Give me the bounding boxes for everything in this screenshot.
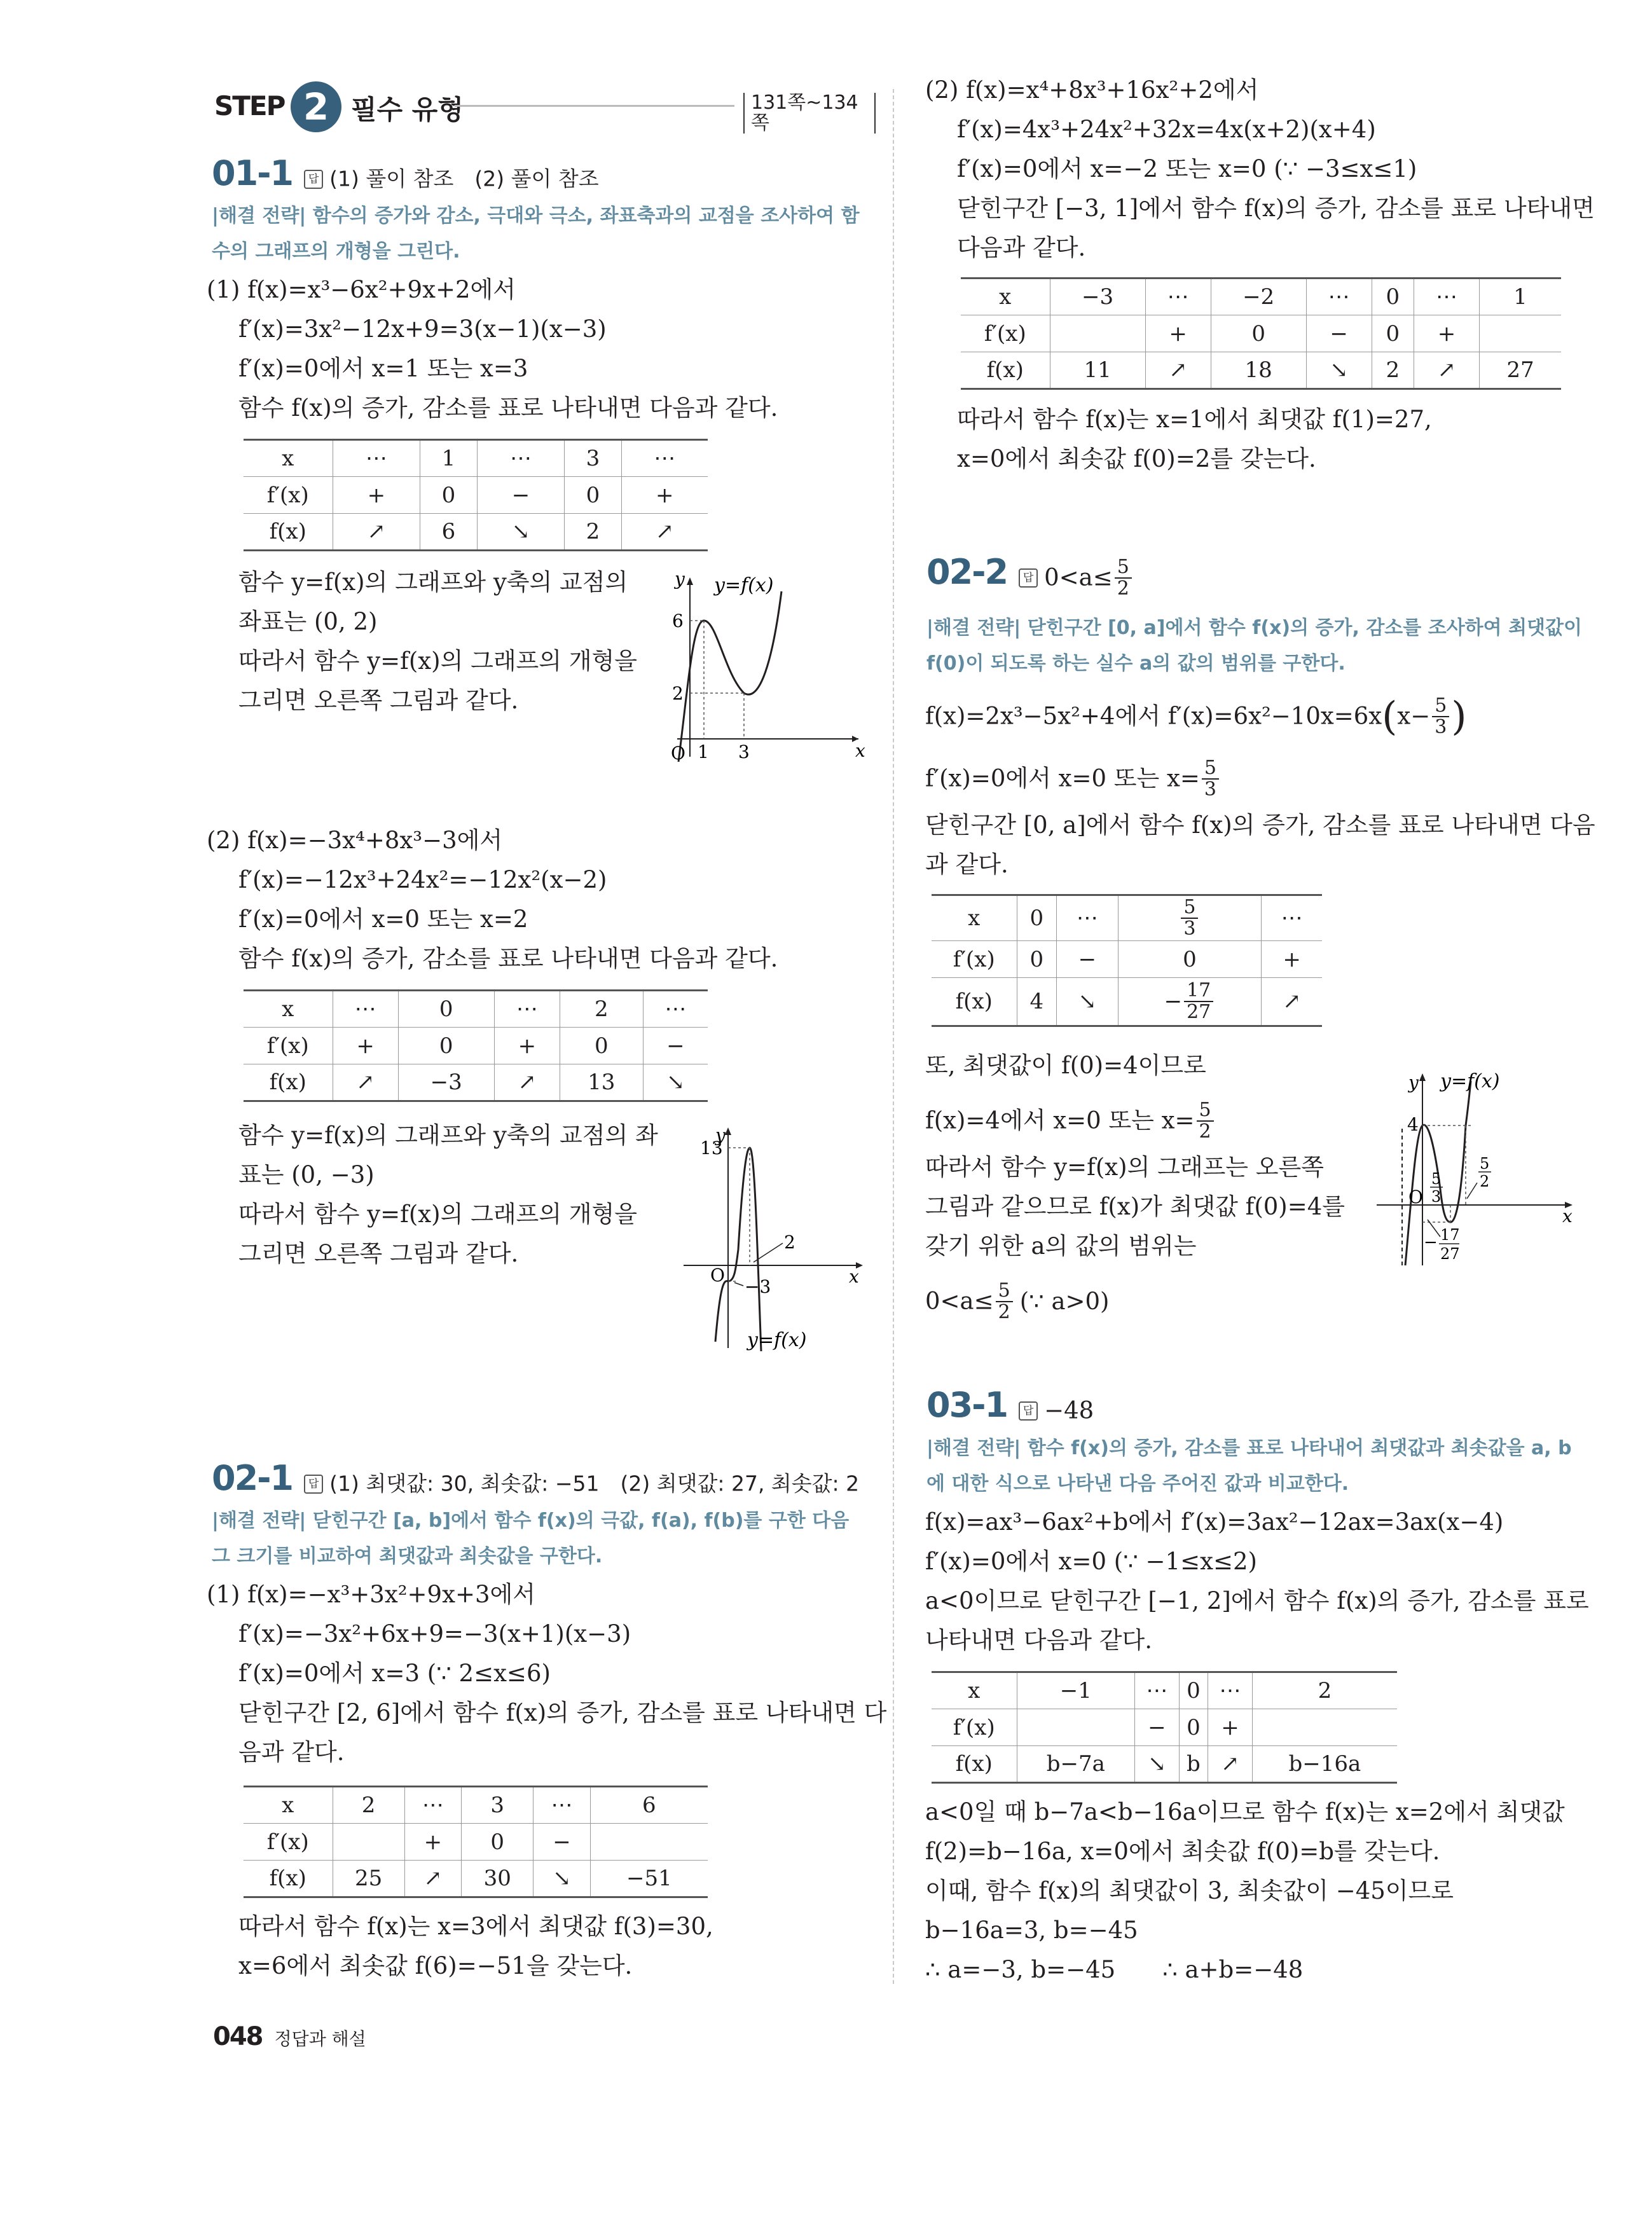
cell: ⋯: [621, 440, 708, 477]
tick-label: 6: [672, 610, 684, 631]
cell: ↗: [333, 514, 420, 551]
cell: −: [1135, 1709, 1180, 1746]
tick-label: 1: [698, 741, 709, 762]
cell: ↘: [1057, 978, 1119, 1026]
origin-label: O: [710, 1265, 725, 1286]
cell: 0: [420, 477, 477, 514]
paren: ): [1451, 692, 1467, 740]
footer: [213, 2022, 467, 2054]
cell: [1479, 315, 1561, 352]
cell: ⋯: [1414, 279, 1480, 315]
answer-icon: 답: [1019, 568, 1038, 588]
solution-line: 함수 y=f(x)의 그래프와 y축의 교점의 좌: [238, 1122, 658, 1149]
tick-label: 17: [1440, 1226, 1460, 1244]
solution-line: [925, 1095, 1216, 1145]
answer-text: (1) 최댓값: 30, 최솟값: −51 (2) 최댓값: 27, 최솟값: 2: [329, 1471, 860, 1496]
cell: x: [961, 279, 1050, 315]
solution-line: 그리면 오른쪽 그림과 같다.: [238, 687, 519, 714]
expr: f(x)=2x³−5x²+4에서 f′(x)=6x²−10x=6x: [925, 702, 1382, 730]
cell: 0: [398, 1028, 494, 1064]
cell: ⋯: [477, 440, 565, 477]
axis-label: y: [675, 568, 685, 589]
solution-line: a<0일 때 b−7a<b−16a이므로 함수 f(x)는 x=2에서 최댓값: [925, 1798, 1565, 1826]
step-word: STEP: [214, 90, 285, 121]
cell: f′(x): [244, 477, 333, 514]
cell: +: [333, 1028, 398, 1064]
denominator: 3: [1183, 918, 1196, 940]
cell: 0: [1017, 895, 1057, 941]
solution-line: 표는 (0, −3): [238, 1161, 375, 1188]
cell: 2: [1252, 1672, 1397, 1709]
cell: [1118, 978, 1262, 1026]
problem-02-1-head: [212, 1456, 859, 1506]
cell: ⋯: [404, 1787, 461, 1824]
sign-table: [244, 989, 708, 1102]
graph-02-2: [1377, 1056, 1580, 1278]
cell: 4: [1017, 978, 1057, 1026]
answer-icon: 답: [304, 170, 323, 189]
cell: +: [1208, 1709, 1253, 1746]
problem-01-1-head: [212, 151, 599, 202]
solution-line: 따라서 함수 f(x)는 x=1에서 최댓값 f(1)=27,: [957, 406, 1432, 433]
answer-icon: 답: [304, 1475, 323, 1494]
solution-line: (1) f(x)=−x³+3x²+9x+3에서: [207, 1581, 535, 1608]
fraction: [1202, 758, 1219, 800]
numerator: 5: [1202, 758, 1219, 780]
denominator: 3: [1435, 715, 1447, 738]
cell: −3: [1050, 279, 1145, 315]
cell: b−16a: [1252, 1746, 1397, 1783]
cell: [1050, 315, 1145, 352]
step-title: 필수 유형: [351, 94, 464, 125]
cell: x: [244, 440, 333, 477]
step-header: [214, 76, 876, 140]
cell: x: [244, 991, 333, 1028]
cell: 0: [1118, 941, 1262, 978]
cell: ↘: [643, 1064, 708, 1101]
problem-label: 01-1: [212, 153, 293, 193]
answer-text: 0<a≤: [1044, 563, 1113, 591]
cell: ⋯: [1306, 279, 1372, 315]
graph-01-1-2: [677, 1122, 868, 1358]
solution-line: 좌표는 (0, 2): [238, 608, 378, 635]
solution-line: f′(x)=−3x²+6x+9=−3(x+1)(x−3): [238, 1620, 631, 1648]
solution-line: f′(x)=0에서 x=0 또는 x=2: [238, 905, 528, 933]
cell: 0: [1372, 279, 1414, 315]
cell: x: [932, 895, 1017, 941]
solution-line: 이때, 함수 f(x)의 최댓값이 3, 최솟값이 −45이므로: [925, 1877, 1454, 1904]
cell: ↗: [1414, 352, 1480, 389]
solution-line: (2) f(x)=−3x⁴+8x³−3에서: [207, 827, 503, 854]
solution-line: [925, 1276, 1109, 1326]
denominator: 27: [1187, 1001, 1211, 1023]
solution-line: f′(x)=3x²−12x+9=3(x−1)(x−3): [238, 315, 607, 343]
cell: 2: [333, 1787, 404, 1824]
numerator: 5: [1181, 897, 1198, 919]
problem-02-2-head: [926, 548, 1134, 602]
tick-label: −3: [745, 1276, 771, 1297]
solution-line: 따라서 함수 y=f(x)의 그래프의 개형을: [238, 1201, 638, 1228]
cell: −: [533, 1824, 590, 1861]
cell: −: [1057, 941, 1119, 978]
problem-label: 02-2: [926, 552, 1008, 592]
numerator: 5: [996, 1281, 1013, 1302]
denominator: 2: [998, 1300, 1010, 1323]
solution-line: 나타내면 다음과 같다.: [925, 1627, 1152, 1654]
solution-line: [925, 691, 1467, 741]
problem-label: 03-1: [926, 1385, 1008, 1425]
cell: f(x): [961, 352, 1050, 389]
solution-line: x=6에서 최솟값 f(6)=−51을 갖는다.: [238, 1952, 633, 1979]
strategy-text: |해결 전략| 함수 f(x)의 증가, 감소를 표로 나타내어 최댓값과 최솟값을 a, b에 대한 식으로 나타낸 다음 주어진 값과 비교한다.: [926, 1437, 1572, 1495]
origin-label: O: [671, 743, 685, 763]
problem-label: 02-1: [212, 1458, 293, 1498]
solution-line: f′(x)=0에서 x=0 (∵ −1≤x≤2): [925, 1548, 1257, 1575]
solution-line: 따라서 함수 y=f(x)의 그래프는 오른쪽: [925, 1153, 1325, 1181]
answer-text: −48: [1044, 1396, 1094, 1424]
minus: −: [1164, 989, 1183, 1014]
solution-line: f′(x)=4x³+24x²+32x=4x(x+2)(x+4): [957, 116, 1376, 143]
cell: +: [404, 1824, 461, 1861]
cell: +: [333, 477, 420, 514]
curve-label: y=f(x): [714, 574, 774, 596]
step-number: 2: [303, 85, 329, 128]
cell: −3: [398, 1064, 494, 1101]
cell: 0: [560, 1028, 643, 1064]
expr: f′(x)=0에서 x=0 또는 x=: [925, 764, 1200, 792]
paren: (: [1382, 692, 1398, 740]
cell: x: [244, 1787, 333, 1824]
axis-label: y: [1408, 1072, 1419, 1093]
tick-label: 2: [1480, 1173, 1490, 1190]
tick-label: 2: [784, 1232, 795, 1253]
fraction: [1115, 557, 1132, 599]
cell: ↗: [333, 1064, 398, 1101]
cell: b−7a: [1017, 1746, 1135, 1783]
cell: ↗: [1262, 978, 1322, 1026]
cell: 3: [462, 1787, 533, 1824]
tick-label: 3: [1431, 1188, 1442, 1206]
solution-line: 갖기 위한 a의 값의 범위는: [925, 1232, 1197, 1260]
cell: 1: [1479, 279, 1561, 315]
cell: ↗: [621, 514, 708, 551]
cell: f(x): [932, 1746, 1017, 1783]
denominator: 3: [1204, 778, 1216, 801]
solution-line: 음과 같다.: [238, 1738, 345, 1766]
cell: b: [1179, 1746, 1208, 1783]
tick-label: 4: [1407, 1114, 1419, 1135]
cell: 1: [420, 440, 477, 477]
numerator: 17: [1184, 981, 1213, 1002]
solution-line: 과 같다.: [925, 851, 1008, 878]
solution-line: 함수 f(x)의 증가, 감소를 표로 나타내면 다음과 같다.: [238, 945, 778, 972]
cell: −1: [1017, 1672, 1135, 1709]
cell: 30: [462, 1861, 533, 1897]
solution-line: f′(x)=0에서 x=−2 또는 x=0 (∵ −3≤x≤1): [957, 155, 1417, 182]
cell: 0: [1372, 315, 1414, 352]
cell: 6: [590, 1787, 708, 1824]
answer-icon: 답: [1019, 1401, 1038, 1421]
cell: ↗: [404, 1861, 461, 1897]
cell: ⋯: [1208, 1672, 1253, 1709]
cell: ⋯: [1135, 1672, 1180, 1709]
cell: [333, 1824, 404, 1861]
cell: 0: [565, 477, 621, 514]
solution-line: 따라서 함수 y=f(x)의 그래프의 개형을: [238, 647, 638, 675]
fraction: [1181, 897, 1198, 939]
axis-label: x: [1562, 1206, 1573, 1227]
fraction: [1432, 696, 1449, 738]
sign-table: [932, 894, 1322, 1027]
denominator: 2: [1117, 577, 1129, 600]
cell: f′(x): [932, 1709, 1017, 1746]
solution-line: 따라서 함수 f(x)는 x=3에서 최댓값 f(3)=30,: [238, 1913, 713, 1940]
denominator: 2: [1199, 1120, 1211, 1143]
cell: 2: [565, 514, 621, 551]
solution-line: x=0에서 최솟값 f(0)=2를 갖는다.: [957, 445, 1316, 472]
cell: ⋯: [533, 1787, 590, 1824]
solution-line: 그리면 오른쪽 그림과 같다.: [238, 1240, 519, 1267]
cell: 0: [1179, 1672, 1208, 1709]
solution-line: 다음과 같다.: [957, 234, 1086, 261]
cell: 2: [560, 991, 643, 1028]
cell: [1252, 1709, 1397, 1746]
cell: ⋯: [1262, 895, 1322, 941]
cell: f(x): [244, 1861, 333, 1897]
cell: 0: [1179, 1709, 1208, 1746]
solution-line: b−16a=3, b=−45: [925, 1917, 1138, 1944]
cell: ↗: [494, 1064, 560, 1101]
axis-label: x: [855, 740, 865, 761]
cell: 0: [398, 991, 494, 1028]
numerator: 5: [1115, 557, 1132, 579]
expr: (∵ a>0): [1019, 1287, 1110, 1315]
cell: ⋯: [333, 440, 420, 477]
fraction: [996, 1281, 1013, 1323]
cell: 13: [560, 1064, 643, 1101]
tick-label: 5: [1480, 1155, 1490, 1173]
solution-line: (2) f(x)=x⁴+8x³+16x²+2에서: [925, 76, 1259, 104]
cell: −: [643, 1028, 708, 1064]
header-rule: [455, 105, 734, 107]
cell: +: [1262, 941, 1322, 978]
solution-line: 닫힌구간 [2, 6]에서 함수 f(x)의 증가, 감소를 표로 나타내면 다: [238, 1699, 887, 1726]
cell: −2: [1211, 279, 1306, 315]
cell: ↗: [1145, 352, 1211, 389]
cell: +: [621, 477, 708, 514]
column-divider: [893, 89, 894, 1984]
cell: ↘: [533, 1861, 590, 1897]
cell: ⋯: [1145, 279, 1211, 315]
cell: −: [477, 477, 565, 514]
cell: 2: [1372, 352, 1414, 389]
cell: f′(x): [961, 315, 1050, 352]
cell: 0: [1211, 315, 1306, 352]
axis-label: y: [715, 1125, 726, 1146]
page-number: 048: [213, 2022, 263, 2051]
tick-label: 13: [700, 1138, 723, 1159]
solution-line: [925, 753, 1221, 803]
cell: ⋯: [643, 991, 708, 1028]
graph-01-1-1: [664, 566, 868, 763]
cell: 3: [565, 440, 621, 477]
tick-label: 3: [738, 741, 750, 762]
axis-label: x: [849, 1266, 859, 1287]
solution-line: 함수 f(x)의 증가, 감소를 표로 나타내면 다음과 같다.: [238, 394, 778, 422]
solution-line: f(2)=b−16a, x=0에서 최솟값 f(0)=b를 갖는다.: [925, 1838, 1440, 1865]
solution-line: 닫힌구간 [0, a]에서 함수 f(x)의 증가, 감소를 표로 나타내면 다음: [925, 811, 1595, 839]
cell: f(x): [932, 978, 1017, 1026]
solution-line: a<0이므로 닫힌구간 [−1, 2]에서 함수 f(x)의 증가, 감소를 표로: [925, 1587, 1589, 1614]
cell: +: [1145, 315, 1211, 352]
curve-label: y=f(x): [1440, 1070, 1500, 1092]
cell: 0: [1017, 941, 1057, 978]
cell: +: [494, 1028, 560, 1064]
answer-text: (1) 풀이 참조 (2) 풀이 참조: [329, 166, 599, 191]
problem-03-1-head: [926, 1381, 1094, 1435]
tick-label: 5: [1431, 1170, 1442, 1188]
cell: ⋯: [333, 991, 398, 1028]
origin-label: O: [1408, 1187, 1423, 1208]
sign-table: [961, 277, 1561, 390]
solution-line: 또, 최댓값이 f(0)=4이므로: [925, 1052, 1206, 1079]
cell: 25: [333, 1861, 404, 1897]
tick-label: 27: [1440, 1245, 1460, 1263]
solution-line: f(x)=ax³−6ax²+b에서 f′(x)=3ax²−12ax=3ax(x−4): [925, 1508, 1504, 1536]
fraction: [1184, 981, 1213, 1022]
solution-line: 닫힌구간 [−3, 1]에서 함수 f(x)의 증가, 감소를 표로 나타내면: [957, 195, 1595, 222]
footer-text: 정답과 해설: [274, 2028, 366, 2049]
expr: x−: [1397, 702, 1431, 730]
solution-line: (1) f(x)=x³−6x²+9x+2에서: [207, 276, 516, 303]
numerator: 5: [1432, 696, 1449, 717]
cell: f(x): [244, 1064, 333, 1101]
cell: 0: [462, 1824, 533, 1861]
cell: −: [1306, 315, 1372, 352]
cell: ↗: [1208, 1746, 1253, 1783]
cell: f′(x): [932, 941, 1017, 978]
strategy-text: |해결 전략| 닫힌구간 [a, b]에서 함수 f(x)의 극값, f(a), f(b)를 구한 다음 그 크기를 비교하여 최댓값과 최솟값을 구한다.: [212, 1510, 850, 1567]
cell: [590, 1824, 708, 1861]
cell: 27: [1479, 352, 1561, 389]
cell: x: [932, 1672, 1017, 1709]
cell: ⋯: [1057, 895, 1119, 941]
strategy-text: |해결 전략| 닫힌구간 [0, a]에서 함수 f(x)의 증가, 감소를 조사하여 최댓값이 f(0)이 되도록 하는 실수 a의 값의 범위를 구한다.: [926, 617, 1582, 675]
solution-line: 그림과 같으므로 f(x)가 최댓값 f(0)=4를: [925, 1193, 1346, 1220]
cell: 6: [420, 514, 477, 551]
cell: ⋯: [494, 991, 560, 1028]
tick-label: −: [1424, 1233, 1438, 1252]
solution-line: f′(x)=0에서 x=3 (∵ 2≤x≤6): [238, 1660, 551, 1687]
expr: 0<a≤: [925, 1287, 994, 1315]
cell: −51: [590, 1861, 708, 1897]
cell: f′(x): [244, 1824, 333, 1861]
numerator: 5: [1197, 1100, 1214, 1122]
strategy-text: |해결 전략| 함수의 증가와 감소, 극대와 극소, 좌표축과의 교점을 조사하여 함수의 그래프의 개형을 그린다.: [212, 205, 860, 263]
solution-line: f′(x)=0에서 x=1 또는 x=3: [238, 355, 528, 382]
sign-table: [932, 1671, 1397, 1784]
sign-table: [244, 1786, 708, 1898]
cell: ↘: [477, 514, 565, 551]
cell: 18: [1211, 352, 1306, 389]
cell: ↘: [1306, 352, 1372, 389]
solution-line: ∴ a=−3, b=−45 ∴ a+b=−48: [925, 1956, 1304, 1983]
step-circle: [291, 81, 341, 132]
curve-label: y=f(x): [747, 1329, 807, 1351]
cell: ↘: [1135, 1746, 1180, 1783]
sign-table: [244, 439, 708, 551]
cell: 11: [1050, 352, 1145, 389]
cell: [1017, 1709, 1135, 1746]
page-range: 131쪽~134쪽: [743, 93, 876, 134]
cell: +: [1414, 315, 1480, 352]
expr: f(x)=4에서 x=0 또는 x=: [925, 1106, 1195, 1134]
cell: [1118, 895, 1262, 941]
fraction: [1197, 1100, 1214, 1142]
solution-line: 함수 y=f(x)의 그래프와 y축의 교점의: [238, 568, 628, 596]
solution-line: f′(x)=−12x³+24x²=−12x²(x−2): [238, 866, 607, 893]
cell: f′(x): [244, 1028, 333, 1064]
cell: f(x): [244, 514, 333, 551]
tick-label: 2: [672, 683, 684, 704]
